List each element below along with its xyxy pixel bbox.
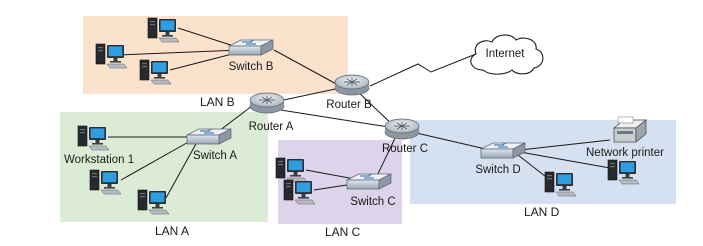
router-icon — [250, 93, 284, 113]
switch-c-label: Switch C — [350, 196, 396, 208]
router-c-label: Router C — [381, 143, 429, 155]
router-icon — [335, 75, 369, 95]
lan-d-label: LAN D — [524, 205, 560, 219]
cloud-label: Internet — [485, 48, 525, 60]
printer-label: Network printer — [586, 147, 664, 159]
workstation-label: Workstation 1 — [64, 154, 135, 166]
router-a-label: Router A — [248, 121, 294, 133]
switch-d-label: Switch D — [475, 164, 521, 176]
router-icon — [385, 119, 419, 139]
printer-icon — [614, 117, 646, 142]
lan-a-label: LAN A — [155, 224, 190, 238]
router-b-label: Router B — [326, 99, 372, 111]
internet-cloud — [471, 35, 543, 74]
lan-b-label: LAN B — [200, 95, 235, 109]
switch-a-label: Switch A — [192, 150, 238, 162]
lan-c-label: LAN C — [325, 225, 361, 239]
switch-b-label: Switch B — [228, 61, 274, 73]
